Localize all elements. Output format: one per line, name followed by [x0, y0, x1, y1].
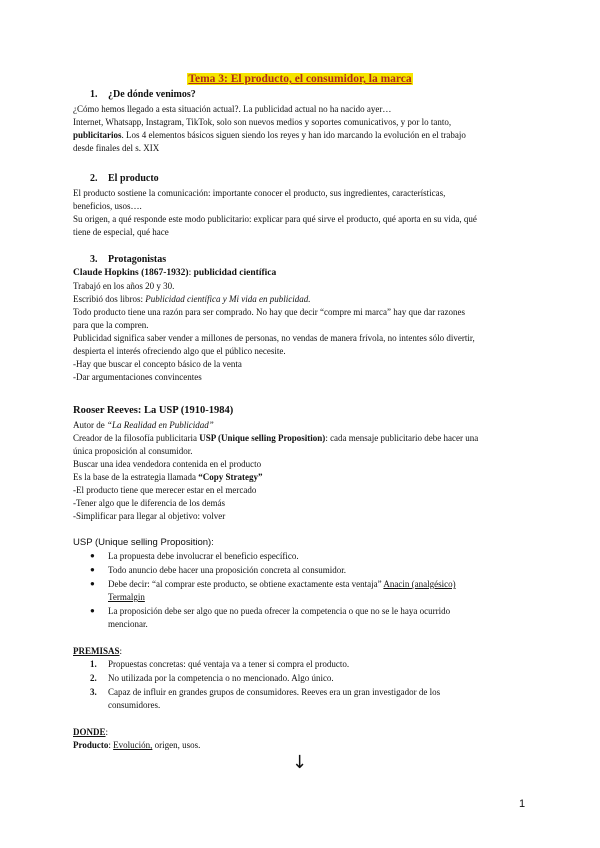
hopkins-heading: Claude Hopkins (1867-1932): publicidad científica: [73, 268, 277, 278]
usp-bullet-text: La proposición debe ser algo que no pueda ofrecer la competencia o que no se le haya ocurrido: [108, 606, 451, 616]
hopkins-line: Todo producto tiene una razón para ser comprado. No hay que decir “compre mi marca” hay que dar razones: [73, 307, 465, 317]
premisas-heading: PREMISAS:: [73, 646, 123, 656]
hopkins-line: -Dar argumentaciones convincentes: [73, 372, 202, 382]
document-title: Tema 3: El producto, el consumidor, la marca: [188, 73, 412, 85]
section-1-line: ¿Cómo hemos llegado a esta situación actual?. La publicidad actual no ha nacido ayer…: [73, 104, 392, 114]
bullet-icon: ●: [90, 551, 95, 560]
reeves-line: Autor de “La Realidad en Publicidad”: [73, 420, 214, 430]
bullet-icon: ●: [90, 606, 95, 615]
hopkins-line: Escribió dos libros: Publicidad científica y Mi vida en publicidad.: [73, 294, 311, 304]
bullet-icon: ●: [90, 565, 95, 574]
hopkins-line: despierta el interés ofreciendo algo que el público necesite.: [73, 346, 286, 356]
premisas-item: Capaz de influir en grandes grupos de consumidores. Reeves era un gran investigador de los: [108, 687, 441, 697]
donde-heading: DONDE:: [73, 727, 109, 737]
section-2-line: tiene de especial, qué hace: [73, 227, 169, 237]
section-3-number: 3.: [90, 254, 98, 265]
usp-bullet-text: mencionar.: [108, 619, 148, 629]
hopkins-line: Publicidad significa saber vender a millones de personas, no vendas de manera frívola, no intentes sólo divertir,: [73, 333, 475, 343]
section-2-line: El producto sostiene la comunicación: importante conocer el producto, sus ingredientes, características,: [73, 188, 446, 198]
page-number: 1: [519, 798, 526, 810]
premisas-number: 2.: [90, 673, 97, 683]
usp-bullet-text: Todo anuncio debe hacer una proposición concreta al consumidor.: [108, 565, 347, 575]
reeves-line: -Tener algo que le diferencia de los demás: [73, 498, 226, 508]
section-2-heading: El producto: [108, 173, 159, 184]
section-1-line: Internet, Whatsapp, Instagram, TikTok, solo son nuevos medios y soportes comunicativos, y por lo tanto,: [73, 117, 452, 127]
reeves-line: -Simplificar para llegar al objetivo: volver: [73, 511, 226, 521]
section-1-heading: ¿De dónde venimos?: [108, 89, 196, 100]
usp-bullet-text: La propuesta debe involucrar el beneficio específico.: [108, 551, 299, 561]
reeves-line: -El producto tiene que merecer estar en el mercado: [73, 485, 257, 495]
reeves-line: Es la base de la estrategia llamada “Copy Strategy”: [73, 472, 263, 482]
premisas-item: Propuestas concretas: qué ventaja va a tener si compra el producto.: [108, 659, 350, 669]
usp-bullet-text: Debe decir: “al comprar este producto, se obtiene exactamente esta ventaja” Anacin (analgésico): [108, 579, 456, 589]
section-2-line: Su origen, a qué responde este modo publicitario: explicar para qué sirve el producto, qué aporta en su vida, qué: [73, 214, 477, 224]
arrow-down-icon: ↓: [292, 752, 308, 773]
section-2-line: beneficios, usos….: [73, 201, 142, 211]
section-1-line: publicitarios. Los 4 elementos básicos siguen siendo los reyes y han ido marcando la evolución en el trabajo: [73, 130, 466, 140]
reeves-heading: Rooser Reeves: La USP (1910-1984): [73, 405, 234, 416]
section-2-number: 2.: [90, 173, 98, 184]
reeves-line: Buscar una idea vendedora contenida en el producto: [73, 459, 262, 469]
hopkins-line: para que la compren.: [73, 320, 149, 330]
usp-heading: USP (Unique selling Proposition):: [73, 537, 214, 548]
reeves-line: única proposición al consumidor.: [73, 446, 193, 456]
donde-producto-line: Producto: Evolución, origen, usos.: [73, 740, 201, 750]
bullet-icon: ●: [90, 579, 95, 588]
reeves-line: Creador de la filosofía publicitaria USP (Unique selling Proposition): cada mensaje publicitario debe hacer una: [73, 433, 479, 443]
premisas-number: 3.: [90, 687, 97, 697]
hopkins-line: Trabajó en los años 20 y 30.: [73, 281, 175, 291]
section-1-number: 1.: [90, 89, 98, 100]
premisas-number: 1.: [90, 659, 97, 669]
hopkins-line: -Hay que buscar el concepto básico de la venta: [73, 359, 242, 369]
premisas-item: No utilizada por la competencia o no mencionado. Algo único.: [108, 673, 334, 683]
usp-bullet-text: Termalgin: [108, 592, 145, 602]
section-1-line: desde finales del s. XIX: [73, 143, 160, 153]
section-3-heading: Protagonistas: [108, 254, 167, 265]
premisas-item: consumidores.: [108, 700, 161, 710]
